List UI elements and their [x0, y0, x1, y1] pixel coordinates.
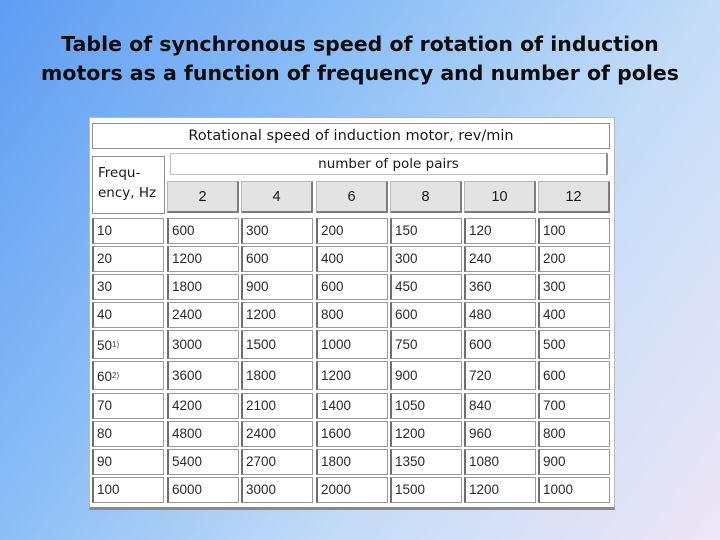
frequency-cell	[92, 218, 164, 244]
frequency-value: 10	[97, 223, 113, 238]
speed-cell: 5400	[167, 449, 239, 475]
speed-cell: 1000	[538, 477, 610, 503]
pole-pairs-header: number of pole pairs	[170, 153, 608, 175]
speed-cell: 960	[464, 421, 536, 447]
speed-cell: 800	[538, 421, 610, 447]
speed-cell: 1200	[316, 361, 388, 390]
speed-cell: 150	[390, 218, 462, 244]
speed-cell: 900	[241, 274, 313, 300]
frequency-value: 30	[97, 279, 113, 294]
speed-cell: 6000	[167, 477, 239, 503]
speed-cell: 800	[316, 302, 388, 328]
speed-cell: 1800	[241, 361, 313, 390]
frequency-cell	[92, 421, 164, 447]
frequency-header-line-2: ency, Hz	[98, 185, 157, 201]
speed-cell: 600	[464, 330, 536, 359]
speed-cell: 750	[390, 330, 462, 359]
speed-cell: 400	[316, 246, 388, 272]
speed-cell: 2400	[241, 421, 313, 447]
speed-cell: 900	[390, 361, 462, 390]
slide-title: Table of synchronous speed of rotation of induction motors as a function of frequency and number of poles	[41, 32, 679, 85]
frequency-cell	[92, 246, 164, 272]
speed-cell: 300	[390, 246, 462, 272]
speed-cell: 1350	[390, 449, 462, 475]
speed-cell: 2000	[316, 477, 388, 503]
frequency-value: 50	[97, 338, 113, 353]
pole-header-cell: 2	[167, 181, 239, 213]
frequency-value: 90	[97, 454, 113, 469]
speed-cell: 1200	[167, 246, 239, 272]
frequency-header-line-1: Frequ-	[98, 165, 141, 181]
speed-cell: 300	[241, 218, 313, 244]
speed-cell: 1500	[390, 477, 462, 503]
frequency-value: 40	[97, 307, 113, 322]
speed-cell: 480	[464, 302, 536, 328]
speed-cell: 840	[464, 393, 536, 419]
speed-cell: 900	[538, 449, 610, 475]
speed-cell: 2400	[167, 302, 239, 328]
frequency-cell	[92, 330, 164, 359]
frequency-cell	[92, 274, 164, 300]
speed-cell: 600	[390, 302, 462, 328]
speed-cell: 600	[241, 246, 313, 272]
speed-cell: 720	[464, 361, 536, 390]
frequency-value: 60	[97, 369, 113, 384]
speed-cell: 2100	[241, 393, 313, 419]
speed-cell: 3000	[241, 477, 313, 503]
pole-header-cell: 4	[241, 181, 313, 213]
speed-cell: 600	[167, 218, 239, 244]
speed-cell: 360	[464, 274, 536, 300]
speed-cell: 700	[538, 393, 610, 419]
pole-header-cell: 6	[316, 181, 388, 213]
speed-cell: 3000	[167, 330, 239, 359]
speed-cell: 400	[538, 302, 610, 328]
speed-cell: 240	[464, 246, 536, 272]
speed-cell: 1800	[167, 274, 239, 300]
speed-cell: 120	[464, 218, 536, 244]
speed-cell: 500	[538, 330, 610, 359]
frequency-cell	[92, 302, 164, 328]
speed-cell: 450	[390, 274, 462, 300]
frequency-value: 20	[97, 251, 113, 266]
frequency-value: 80	[97, 426, 113, 441]
frequency-header	[92, 156, 165, 214]
speed-table	[89, 117, 615, 510]
speed-cell: 1200	[390, 421, 462, 447]
speed-cell: 1200	[241, 302, 313, 328]
pole-header-cell: 8	[390, 181, 462, 213]
frequency-cell	[92, 477, 164, 503]
speed-cell: 4800	[167, 421, 239, 447]
speed-cell: 1400	[316, 393, 388, 419]
speed-cell: 100	[538, 218, 610, 244]
speed-cell: 3600	[167, 361, 239, 390]
speed-cell: 4200	[167, 393, 239, 419]
speed-cell: 300	[538, 274, 610, 300]
frequency-cell	[92, 361, 164, 390]
speed-cell: 2700	[241, 449, 313, 475]
speed-cell: 1600	[316, 421, 388, 447]
pole-header-cell: 10	[464, 181, 536, 213]
speed-cell: 600	[538, 361, 610, 390]
speed-cell: 1050	[390, 393, 462, 419]
speed-cell: 200	[538, 246, 610, 272]
speed-cell: 1080	[464, 449, 536, 475]
pole-header-cell: 12	[538, 181, 610, 213]
frequency-cell	[92, 393, 164, 419]
speed-cell: 200	[316, 218, 388, 244]
speed-cell: 1800	[316, 449, 388, 475]
frequency-value: 100	[97, 482, 120, 497]
speed-cell: 1000	[316, 330, 388, 359]
frequency-value: 70	[97, 398, 113, 413]
table-main-header: Rotational speed of induction motor, rev/min	[92, 123, 610, 149]
speed-cell: 1200	[464, 477, 536, 503]
footnote-marker: 2)	[112, 371, 120, 380]
speed-cell: 1500	[241, 330, 313, 359]
frequency-cell	[92, 449, 164, 475]
footnote-marker: 1)	[112, 340, 120, 349]
speed-cell: 600	[316, 274, 388, 300]
